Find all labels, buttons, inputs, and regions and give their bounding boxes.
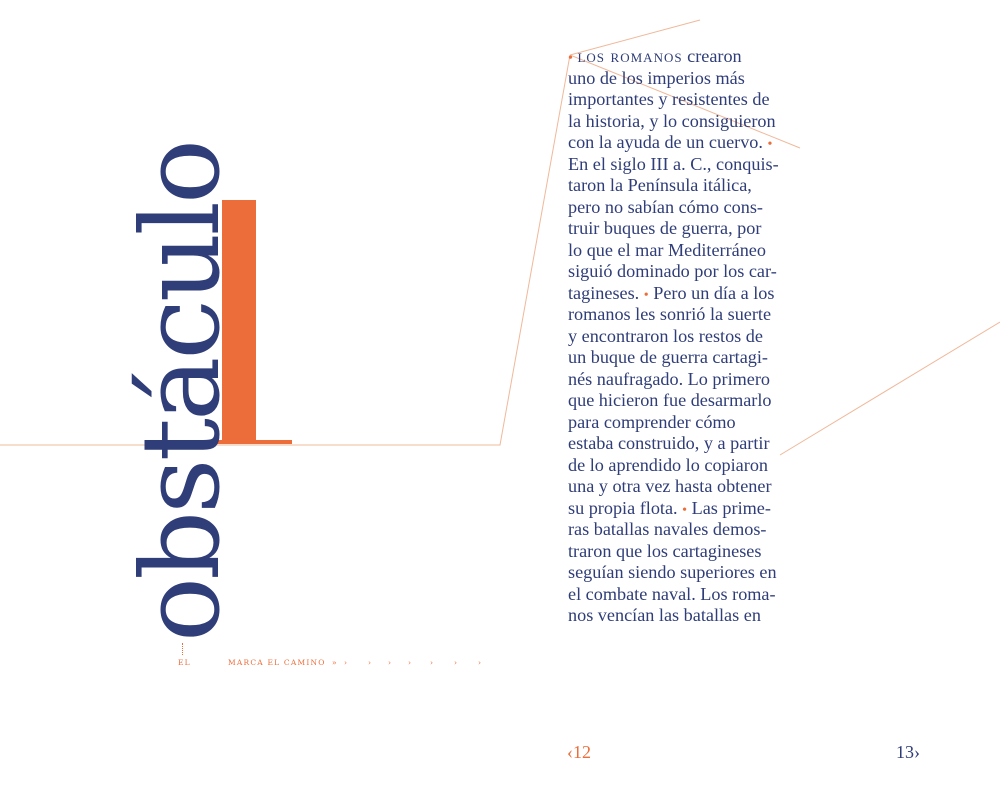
text-line (568, 283, 818, 305)
bullet-dot: • (643, 287, 649, 303)
bullet-dot: • (767, 137, 773, 152)
text-line-part: su propia flota. (568, 497, 678, 518)
caption-chevron: › (430, 658, 435, 667)
caption-chevron: › (408, 658, 413, 667)
chapter-title-word: obstáculo (119, 142, 244, 642)
caption-chevron: › (454, 658, 459, 667)
guide-line-left (0, 55, 570, 445)
text-line: importantes y resistentes de (568, 89, 770, 109)
page-number-right: 13› (896, 742, 920, 762)
text-line: lo que el mar Mediterráneo (568, 239, 766, 260)
text-line: truir buques de guerra, por (568, 218, 762, 238)
text-line: nés naufragado. Lo primero (568, 368, 771, 389)
text-line: la historia, y lo consiguieron (568, 110, 776, 131)
lead-small-caps: los romanos (577, 46, 683, 66)
caption-left: EL (178, 658, 191, 667)
text-line: de lo aprendido lo copiaron (568, 454, 769, 475)
text-line (568, 498, 818, 520)
text-line: para comprender cómo (568, 411, 736, 432)
text-line: En el siglo III a. C., conquis- (568, 153, 779, 174)
text-line: nos vencían las batallas en (568, 605, 761, 625)
text-line-part: Las prime- (691, 497, 771, 518)
caption-chevron: › (388, 658, 393, 667)
caption-main: MARCA EL CAMINO (228, 658, 326, 667)
text-line-part: tagineses. (568, 282, 640, 303)
text-line-part: con la ayuda de un cuervo. (568, 132, 763, 152)
text-line: siguió dominado por los car- (568, 261, 777, 281)
text-line: que hicieron fue desarmarlo (568, 390, 772, 410)
text-line: estaba construido, y a partir (568, 433, 770, 453)
text-line-part: Pero un día a los (653, 282, 775, 303)
text-line (568, 132, 818, 154)
text-line: una y otra vez hasta obtener (568, 476, 772, 496)
text-line: seguían siendo superiores en (568, 562, 777, 582)
text-line: y encontraron los restos de (568, 325, 763, 346)
text-line: romanos les sonrió la suerte (568, 304, 772, 324)
body-text-column (568, 46, 818, 627)
text-line: uno de los imperios más (568, 67, 745, 88)
text-line: un buque de guerra cartagi- (568, 347, 768, 367)
text-line: el combate naval. Los roma- (568, 583, 776, 604)
caption-chevron: › (478, 658, 483, 667)
caption-tick (182, 643, 184, 655)
text-line: ras batallas navales demos- (568, 519, 767, 539)
bullet-dot: • (568, 51, 573, 66)
caption-chevron: › (368, 658, 373, 667)
bullet-dot: • (682, 502, 688, 518)
caption-chevron: » (332, 658, 338, 667)
text-line: pero no sabían cómo cons- (568, 196, 763, 217)
text-line: traron que los cartagineses (568, 540, 762, 561)
page-number-left: ‹12 (567, 742, 591, 762)
text-line-part: crearon (682, 46, 742, 66)
caption-chevron: › (344, 658, 349, 667)
text-line (568, 46, 818, 68)
text-line: taron la Península itálica, (568, 175, 752, 195)
